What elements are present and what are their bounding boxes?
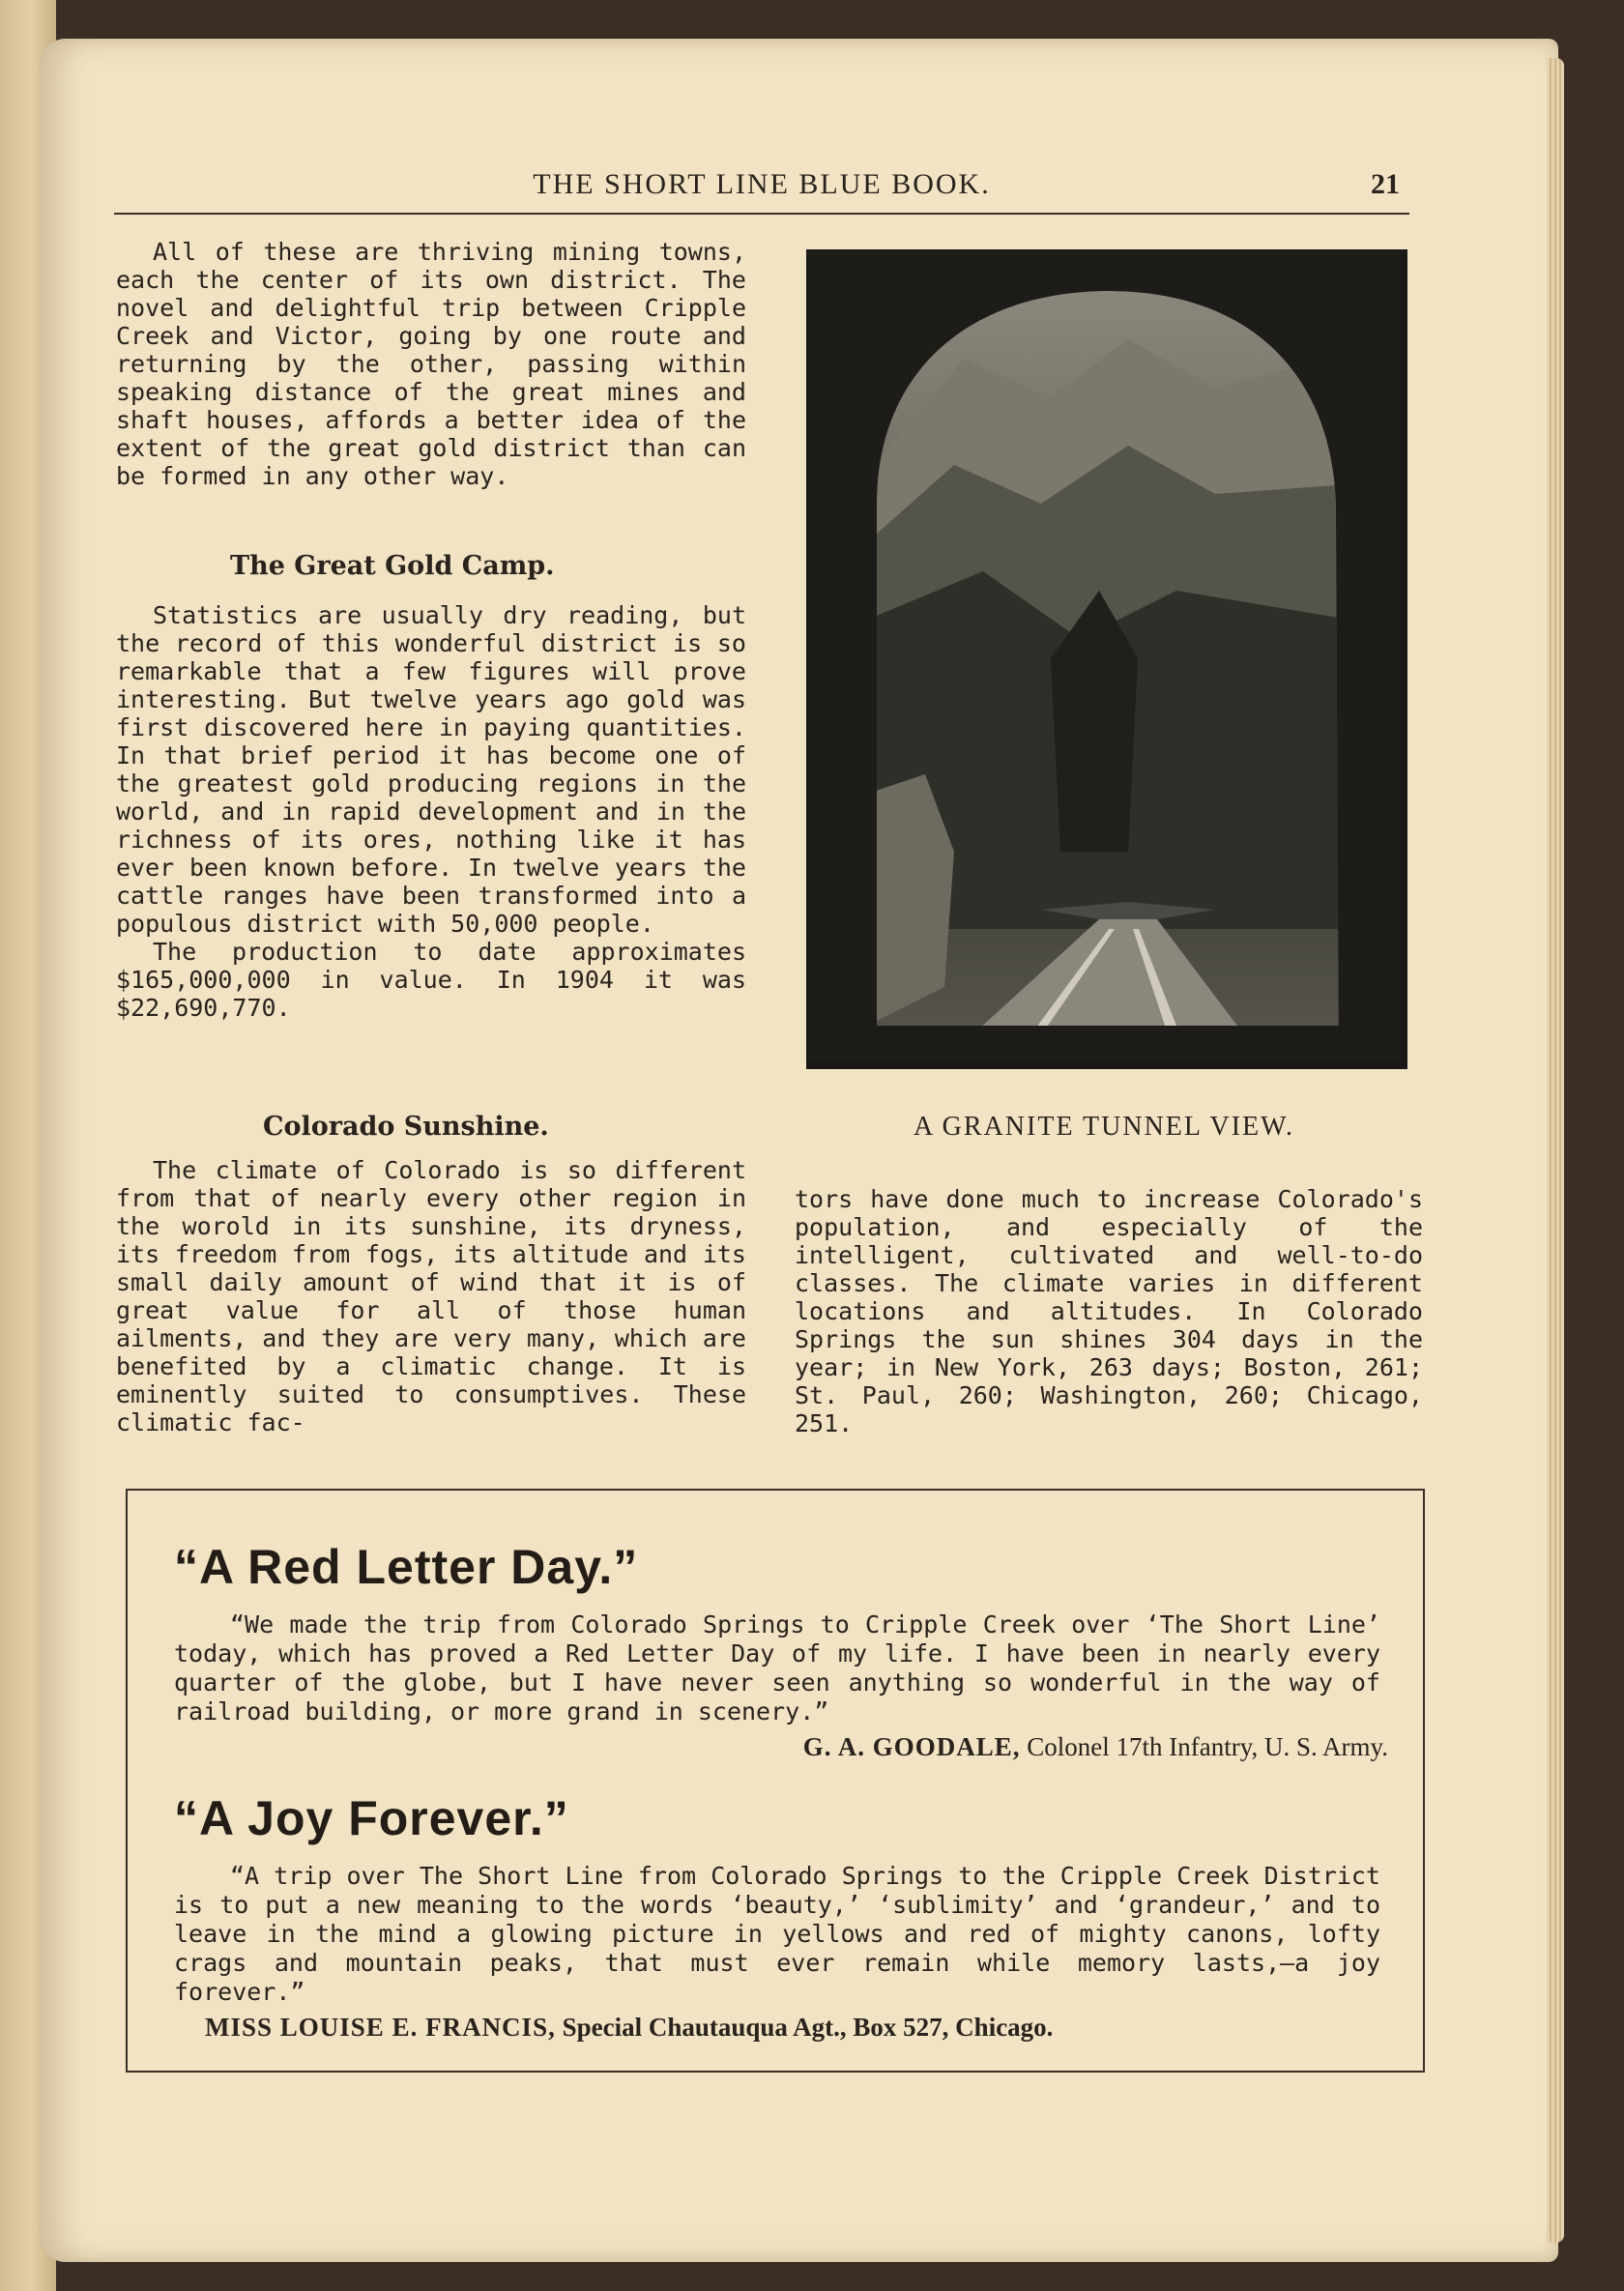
testimonial-2-author: MISS LOUISE E. FRANCIS, <box>205 2013 556 2042</box>
testimonial-1-author-title: Colonel 17th Infantry, U. S. Army. <box>1027 1732 1388 1761</box>
section-heading-great-gold-camp: The Great Gold Camp. <box>230 551 555 581</box>
colorado-sunshine-text <box>116 1156 746 1436</box>
testimonial-1-author: G. A. GOODALE, <box>802 1732 1021 1761</box>
testimonials-box <box>126 1489 1425 2073</box>
section-heading-colorado-sunshine: Colorado Sunshine. <box>263 1112 549 1142</box>
colorado-sunshine-paragraph: The climate of Colorado is so different from that of nearly every other region in the worold in its sunshine, its dryness, its freedom from fogs, its altitude and its small daily amount of wind that it is of great value for all of those human ailments, and they are very many, which are benefited by a climatic change. It is eminently suited to consumptives. These climatic fac- <box>116 1156 746 1436</box>
testimonial-2-quote: “A trip over The Short Line from Colorado Springs to the Cripple Creek District is to put a new meaning to the words ‘beauty,’ ‘sublimity’ and ‘grandeur,’ and to leave in the mind a glowing picture in yellows and red of mighty canons, lofty crags and mountain peaks, that must ever remain while memory lasts,—a joy forever.” <box>174 1862 1380 2006</box>
testimonial-2-author-title: Special Chautauqua Agt., Box 527, Chicago. <box>562 2013 1054 2042</box>
photo-caption: A GRANITE TUNNEL VIEW. <box>914 1112 1294 1142</box>
testimonial-1-attribution <box>803 1732 1388 1762</box>
right-column-paragraph: tors have done much to increase Colorado's population, and especially of the intelligent, cultivated and well-to-do classes. The climate varies in different locations and altitudes. In Colorado Springs the sun shines 304 days in the year; in New York, 263 days; Boston, 261; St. Paul, 260; Washington, 260; Chicago, 251. <box>795 1185 1423 1437</box>
granite-tunnel-photo <box>806 249 1407 1069</box>
page-number: 21 <box>1371 168 1400 200</box>
running-head <box>114 164 1409 215</box>
running-head-title: THE SHORT LINE BLUE BOOK. <box>533 168 991 200</box>
tunnel-illustration <box>809 252 1399 1060</box>
page-stack-edge <box>1547 58 1564 2243</box>
testimonial-2-attribution <box>205 2013 1053 2043</box>
testimonial-1-quote: “We made the trip from Colorado Springs to Cripple Creek over ‘The Short Line’ today, which has proved a Red Letter Day of my life. I have been in nearly every quarter of the globe, but I have never seen anything so wonderful in the way of railroad building, or more grand in scenery.” <box>174 1610 1380 1726</box>
great-gold-camp-paragraph-2: The production to date approximates $165,000,000 in value. In 1904 it was $22,690,770. <box>116 938 746 1022</box>
great-gold-camp-paragraph-1: Statistics are usually dry reading, but the record of this wonderful district is so remarkable that a few figures will prove interesting. But twelve years ago gold was first discovered here in paying quantities. In that brief period it has become one of the greatest gold producing regions in the world, and in rapid development and in the richness of its ores, nothing like it has ever been known before. In twelve years the cattle ranges have been transformed into a populous district with 50,000 people. <box>116 601 746 938</box>
testimonial-1-text <box>174 1610 1380 1726</box>
great-gold-camp-text <box>116 601 746 1022</box>
intro-paragraph: All of these are thriving mining towns, each the center of its own district. The novel and delightful trip between Cripple Creek and Victor, going by one route and returning by the other, passing within speaking distance of the great mines and shaft houses, affords a better idea of the extent of the great gold district than can be formed in any other way. <box>116 238 746 490</box>
testimonial-2-title: “A Joy Forever.” <box>174 1791 569 1845</box>
testimonial-1-title: “A Red Letter Day.” <box>174 1540 639 1594</box>
testimonial-2-text <box>174 1862 1380 2007</box>
right-column-text <box>795 1185 1423 1437</box>
intro-paragraph-block <box>116 238 746 490</box>
